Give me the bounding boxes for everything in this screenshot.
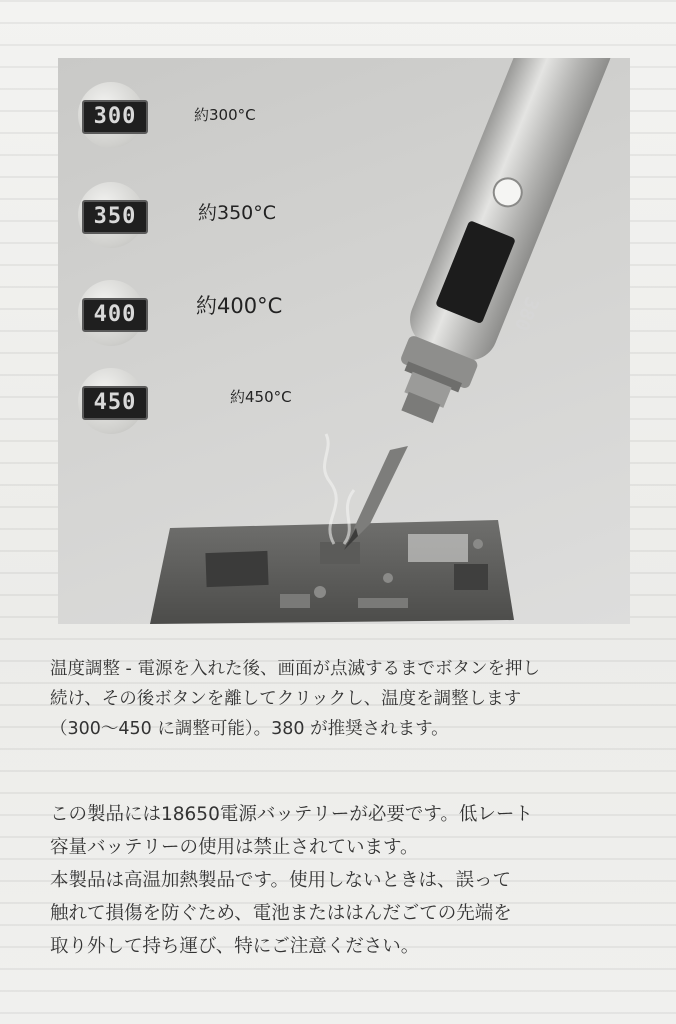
lcd-display: 400: [82, 298, 148, 332]
temp-label: 約450°C: [230, 388, 292, 406]
text-line: 本製品は高温加熱製品です。使用しないときは、誤って: [50, 870, 512, 891]
battery-safety-notice: [50, 798, 650, 963]
text-line: 取り外して持ち運び、特にご注意ください。: [50, 936, 420, 957]
temperature-adjustment-text: [50, 654, 650, 744]
text-line: （300～450 に調整可能）。380 が推奨されます。: [50, 719, 449, 739]
product-photo: [58, 58, 630, 624]
text-line: この製品には18650電源バッテリーが必要です。低レート: [50, 804, 533, 825]
temp-label: 約400°C: [196, 294, 283, 318]
text-line: 続け、その後ボタンを離してクリックし、温度を調整します: [50, 689, 522, 709]
text-line: 触れて損傷を防ぐため、電池またははんだごての先端を: [50, 903, 512, 924]
iron-lcd-readout: 380: [509, 293, 544, 334]
temp-label: 約300°C: [194, 106, 256, 124]
text-line: 温度調整 - 電源を入れた後、画面が点滅するまでボタンを押し: [50, 659, 540, 679]
iron-body: [344, 58, 620, 550]
soldering-iron-illustration: [58, 58, 630, 624]
lcd-display: 350: [82, 200, 148, 234]
lcd-display: 300: [82, 100, 148, 134]
text-line: 容量バッテリーの使用は禁止されています。: [50, 837, 419, 858]
temp-label: 約350°C: [198, 202, 277, 224]
lcd-display: 450: [82, 386, 148, 420]
